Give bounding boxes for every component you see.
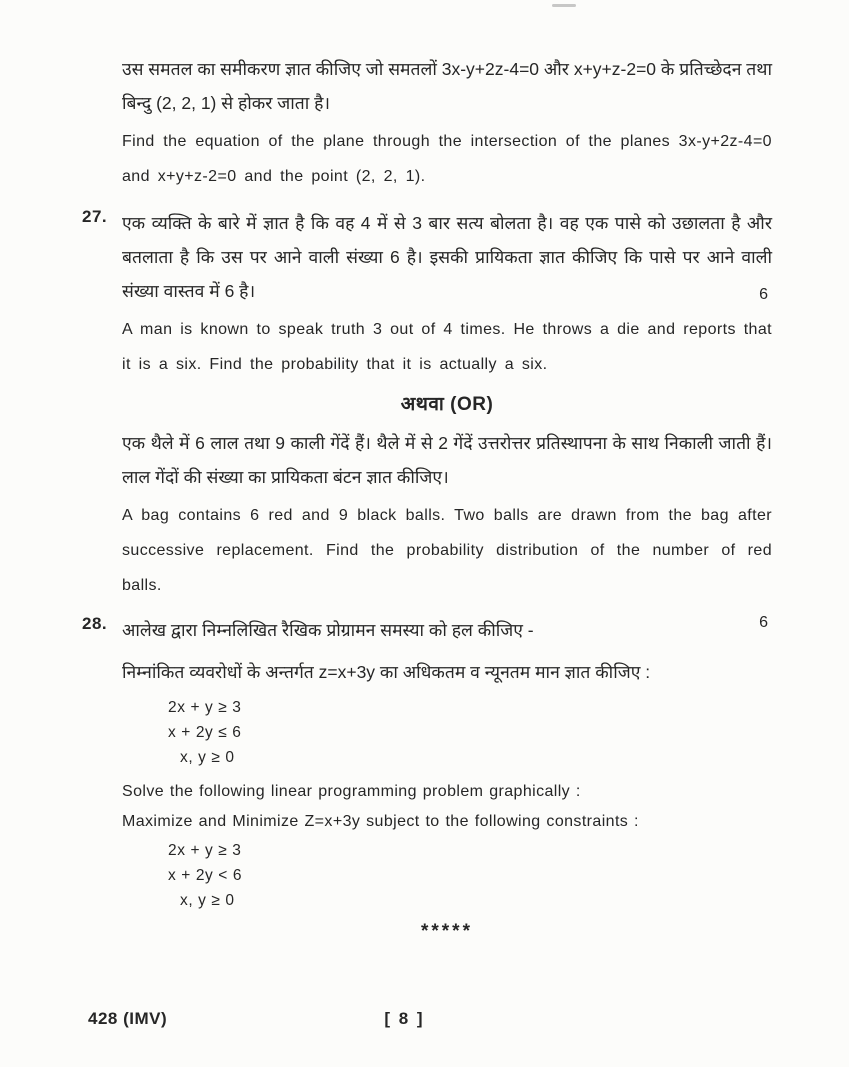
q27-marks-value: 6 xyxy=(759,286,768,303)
question-27-or-alternative xyxy=(122,426,772,603)
constraint-line-2: x + 2y < 6 xyxy=(168,867,243,884)
q27-or-english-text: A bag contains 6 red and 9 black balls. Two balls are drawn from the bag after successive replacement. Find the probability distribution of the number of red balls. xyxy=(122,507,772,594)
q27-hindi-block xyxy=(122,206,772,308)
q28-english-sub-text: Maximize and Minimize Z=x+3y subject to the following constraints : xyxy=(122,813,639,830)
q28-marks-value: 6 xyxy=(759,614,768,631)
constraint-line-3: x, y ≥ 0 xyxy=(180,892,235,909)
constraint-line-3: x, y ≥ 0 xyxy=(180,749,235,766)
page-content xyxy=(82,52,772,943)
question-28 xyxy=(82,613,772,913)
q27-hindi-text: एक व्यक्ति के बारे में ज्ञात है कि वह 4 में से 3 बार सत्य बोलता है। वह एक पासे को उछालता है और बतलाता है कि उस पर आने वाली संख्या 6 है। इसकी प्रायिकता ज्ञात कीजिए कि पासे पर आने वाली संख्या वास्तव में 6 है। xyxy=(122,213,772,301)
q28-english-intro-text: Solve the following linear programming problem graphically : xyxy=(122,783,581,800)
constraint-line-1: 2x + y ≥ 3 xyxy=(168,699,242,716)
q28-hindi-sub-text: निम्नांकित व्यवरोधों के अन्तर्गत z=x+3y का अधिकतम व न्यूनतम मान ज्ञात कीजिए : xyxy=(122,662,651,682)
q28-hindi-intro-block xyxy=(122,613,772,647)
question-26-continuation xyxy=(122,52,772,194)
scan-artifact-mark xyxy=(552,4,576,7)
page-footer xyxy=(0,1009,849,1031)
q28-hindi-intro-text: आलेख द्वारा निम्नलिखित रैखिक प्रोग्रामन समस्या को हल कीजिए - xyxy=(122,620,534,640)
q27-english-text: A man is known to speak truth 3 out of 4 times. He throws a die and reports that it is a six. Find the probability that it is actually a six. xyxy=(122,321,772,373)
or-divider: अथवा (OR) xyxy=(400,394,494,415)
paper-code: 428 (IMV) xyxy=(88,1009,168,1028)
end-of-paper-stars: ***** xyxy=(421,921,473,942)
page-number: [ 8 ] xyxy=(384,1009,425,1028)
constraint-line-1: 2x + y ≥ 3 xyxy=(168,842,242,859)
q26-hindi-text: उस समतल का समीकरण ज्ञात कीजिए जो समतलों 3x-y+2z-4=0 और x+y+z-2=0 के प्रतिच्छेदन तथा बिन्दु (2, 2, 1) से होकर जाता है। xyxy=(122,59,772,113)
constraint-line-2: x + 2y ≤ 6 xyxy=(168,724,242,741)
q26-english-text: Find the equation of the plane through the intersection of the planes 3x-y+2z-4=0 and x+y+z-2=0 and the point (2, 2, 1). xyxy=(122,133,772,185)
q27-or-hindi-text: एक थैले में 6 लाल तथा 9 काली गेंदें हैं। थैले में से 2 गेंदें उत्तरोत्तर प्रतिस्थापना के साथ निकाली जाती हैं। लाल गेंदों की संख्या का प्रायिकता बंटन ज्ञात कीजिए। xyxy=(122,433,772,487)
question-28-number: 28. xyxy=(82,614,108,633)
question-27 xyxy=(82,206,772,382)
q28-constraints-english xyxy=(168,838,772,913)
q28-constraints-hindi xyxy=(168,695,772,770)
question-27-number: 27. xyxy=(82,207,108,226)
